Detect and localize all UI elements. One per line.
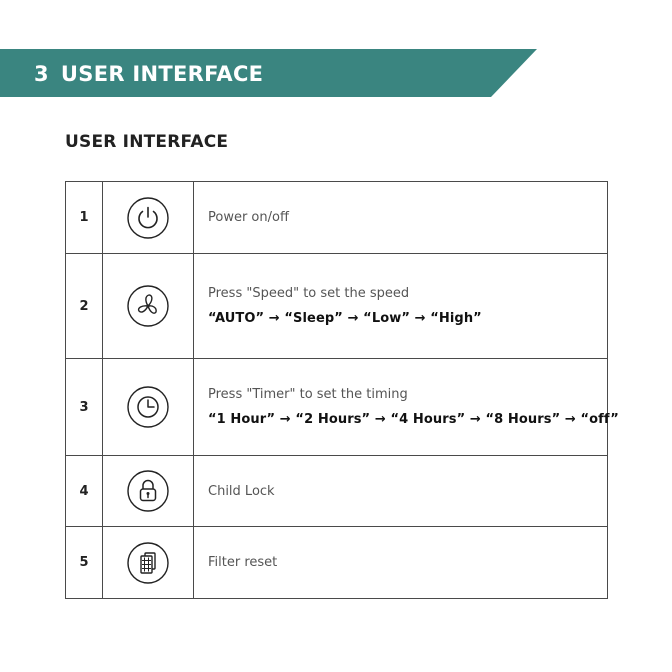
row-number: 3 [66,359,103,456]
table-row [66,359,608,456]
table-row [66,182,608,254]
banner-number: 3 [34,62,49,86]
fan-speed-icon [126,284,170,328]
row-description: Press "Speed" to set the speed [208,286,410,301]
banner-heading [34,49,263,97]
row-number: 1 [66,182,103,254]
row-number: 5 [66,527,103,599]
speed-sequence: “AUTO” → “Sleep” → “Low” → “High” [208,311,482,326]
table-row [66,527,608,599]
timer-sequence: “1 Hour” → “2 Hours” → “4 Hours” → “8 Hours” → “off” [208,412,619,427]
row-number: 4 [66,456,103,527]
row-description: Filter reset [208,555,278,570]
row-number: 2 [66,254,103,359]
section-banner [0,49,540,97]
timer-icon [126,385,170,429]
table-row [66,456,608,527]
power-icon [126,196,170,240]
table-row [66,254,608,359]
filter-icon [126,541,170,585]
lock-icon [126,469,170,513]
row-description: Press "Timer" to set the timing [208,387,408,402]
row-description: Power on/off [208,210,289,225]
section-title: USER INTERFACE [65,132,229,152]
row-description: Child Lock [208,483,275,499]
user-interface-table [65,181,619,599]
banner-title: USER INTERFACE [60,62,264,86]
